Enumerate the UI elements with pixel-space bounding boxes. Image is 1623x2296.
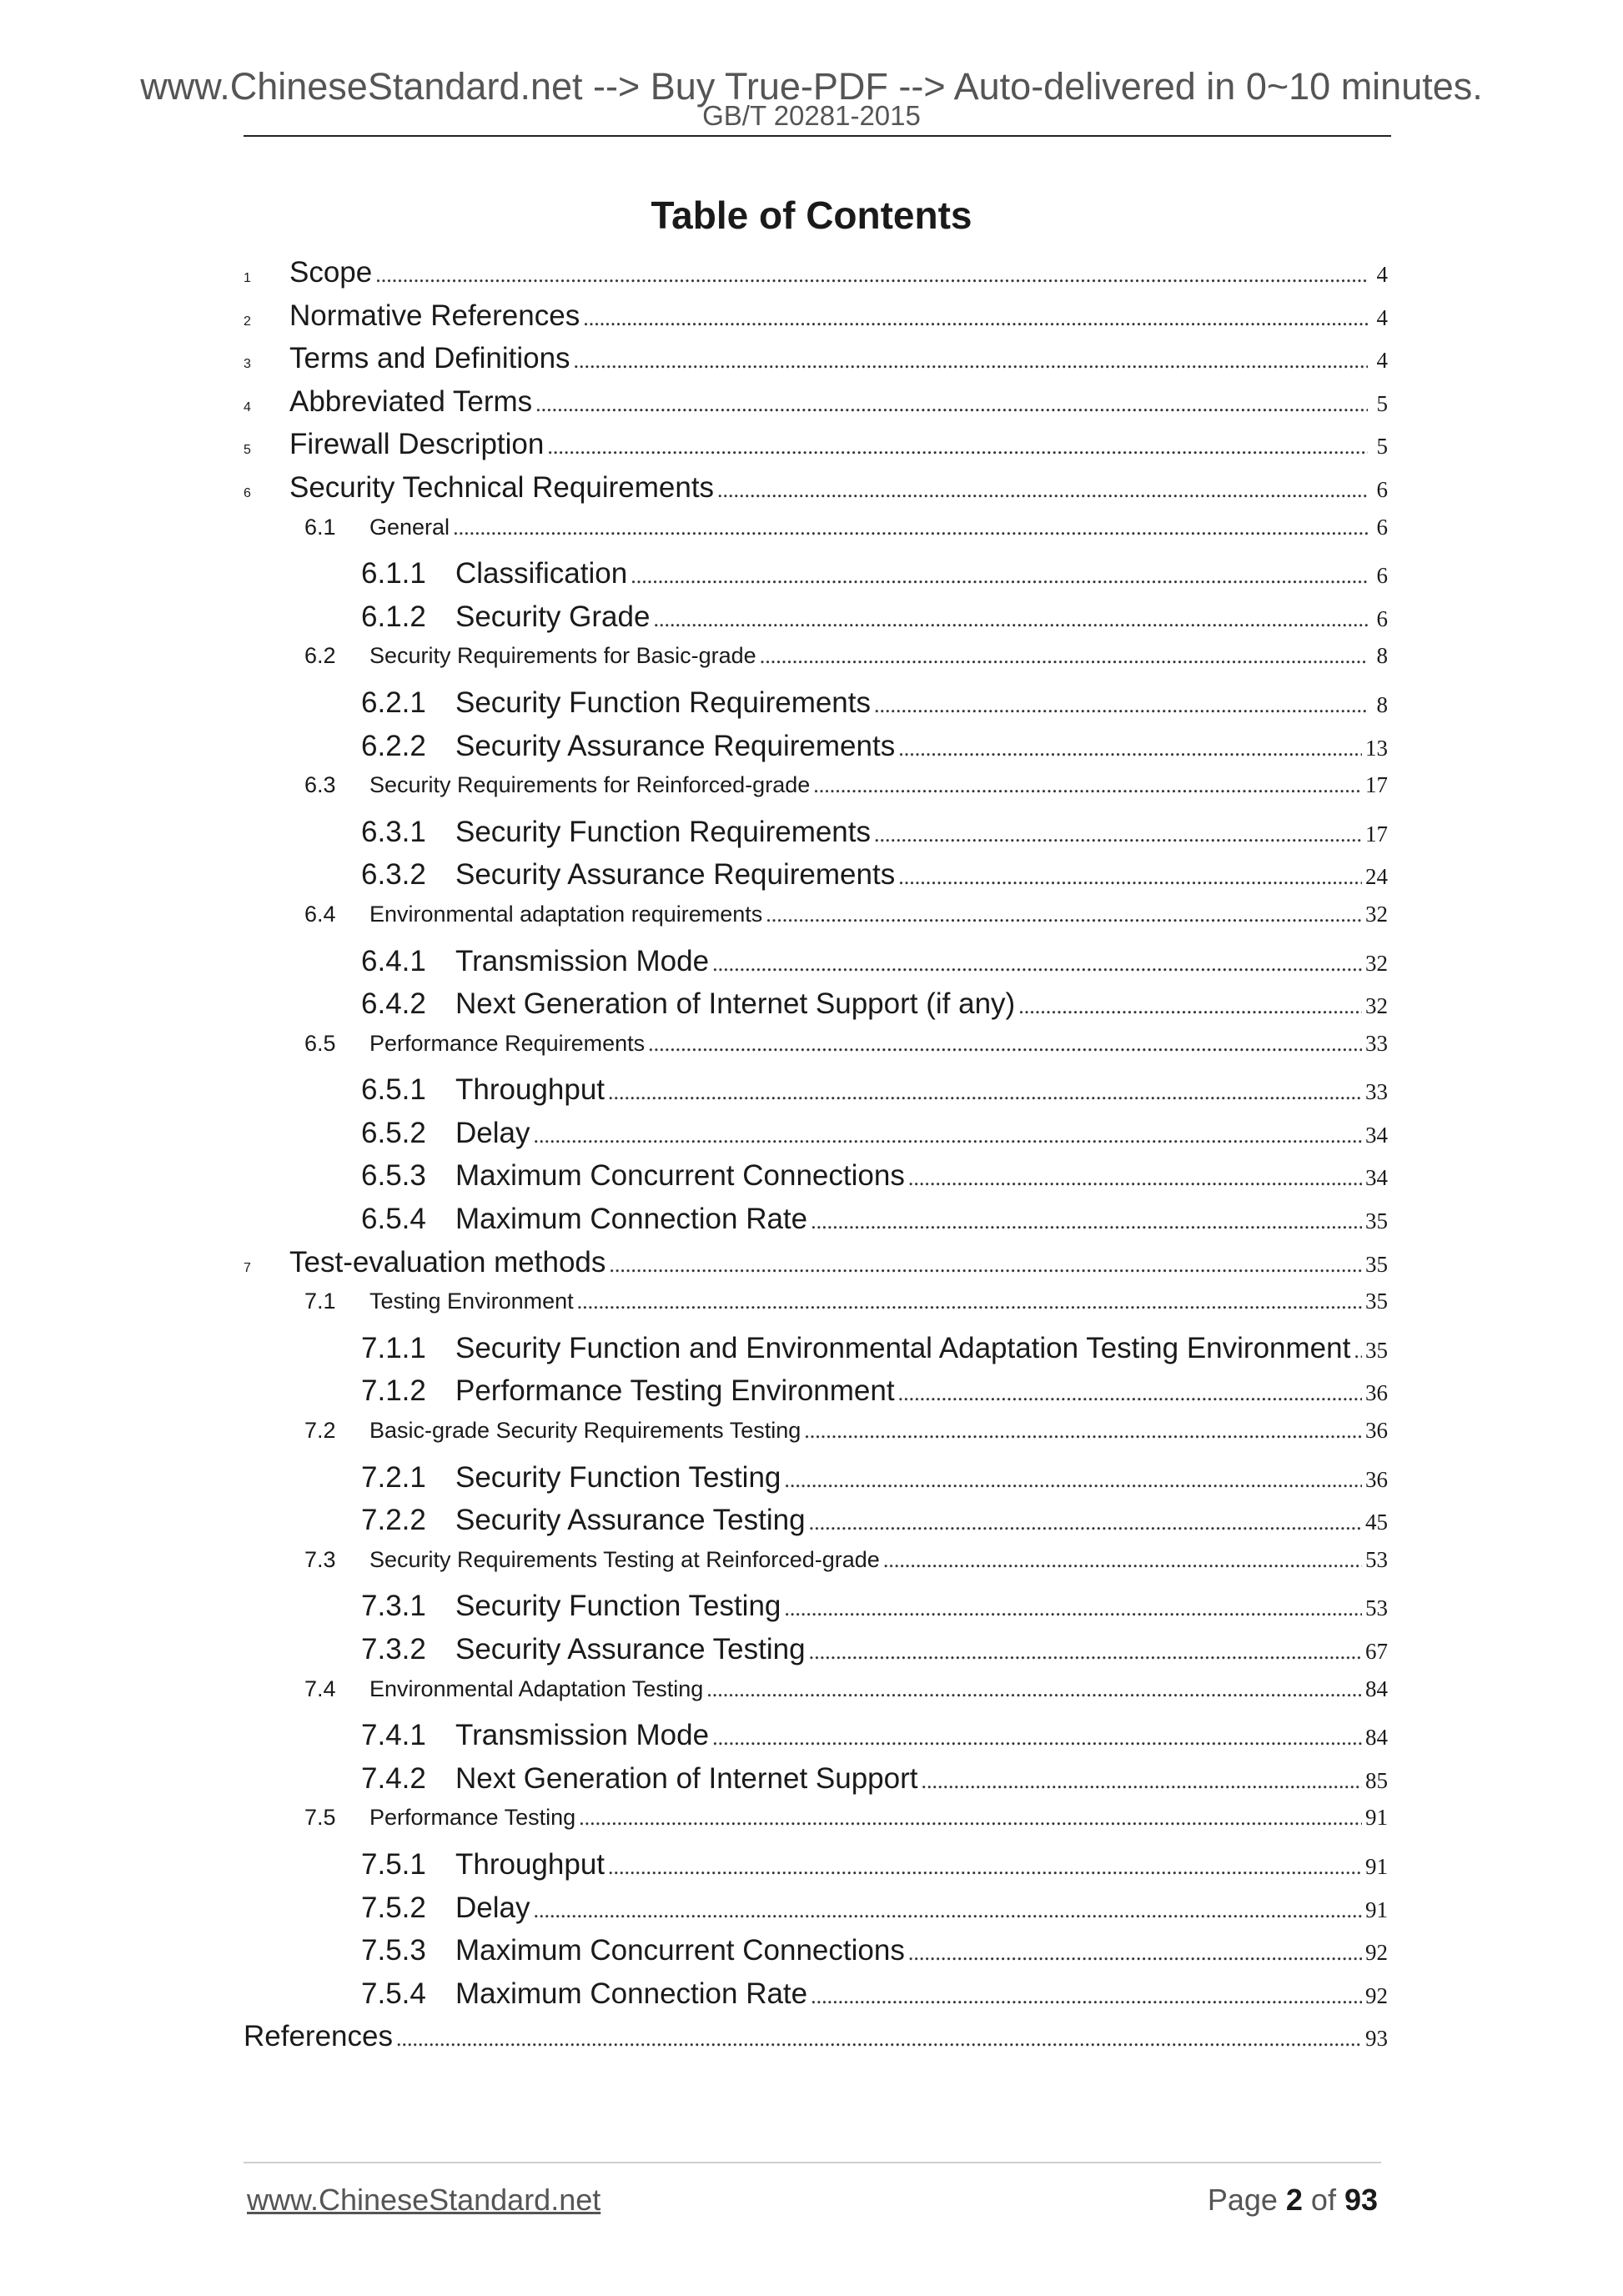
toc-entry-number: 7.3.1: [361, 1590, 426, 1623]
dot-leader: [717, 478, 1368, 503]
toc-entry-label: Test-evaluation methods: [289, 1245, 606, 1279]
dot-leader: [396, 2027, 1362, 2052]
toc-entry[interactable]: [244, 2020, 1388, 2063]
toc-entry-number: 7.4: [304, 1676, 336, 1701]
toc-entry-page: 92: [1365, 1982, 1388, 2008]
dot-leader: [1354, 1339, 1362, 1364]
toc-entry[interactable]: [244, 1934, 1388, 1977]
dot-leader: [784, 1596, 1362, 1621]
dot-leader: [453, 515, 1368, 540]
toc-entry-page: 67: [1365, 1639, 1388, 1664]
dot-leader: [577, 1289, 1362, 1314]
page-total: 93: [1344, 2183, 1378, 2217]
toc-entry-label: General: [369, 514, 450, 540]
toc-entry[interactable]: [244, 1117, 1388, 1160]
dot-leader: [922, 1769, 1363, 1794]
toc-entry-label: Next Generation of Internet Support (if any): [455, 987, 1016, 1021]
toc-entry-label: Normative References: [289, 299, 580, 332]
toc-entry-number: 7.4.2: [361, 1761, 426, 1795]
toc-entry[interactable]: [244, 1418, 1388, 1461]
toc-entry-page: 6: [1376, 476, 1388, 502]
toc-entry-page: 91: [1365, 1897, 1388, 1922]
toc-entry-number: 6.4.1: [361, 944, 426, 977]
dot-leader: [1018, 994, 1362, 1019]
toc-entry[interactable]: [244, 515, 1388, 558]
toc-entry-page: 92: [1365, 1940, 1388, 1966]
toc-entry-number: 6.5: [304, 1030, 336, 1056]
toc-entry-page: 35: [1365, 1289, 1388, 1314]
dot-leader: [804, 1419, 1362, 1444]
toc-entry[interactable]: [244, 471, 1388, 515]
toc-entry-page: 13: [1365, 735, 1388, 761]
toc-entry-label: Security Assurance Testing: [455, 1633, 806, 1665]
toc-entry-number: 7.2: [304, 1418, 336, 1444]
toc-entry[interactable]: [244, 385, 1388, 429]
toc-entry-number: 6.2.1: [361, 686, 426, 719]
toc-entry-number: 7.5.1: [361, 1847, 426, 1881]
toc-entry[interactable]: [244, 1676, 1388, 1720]
toc-entry-label: Delay: [455, 1116, 530, 1149]
toc-entry-number: 3: [244, 357, 251, 372]
toc-entry[interactable]: [244, 987, 1388, 1031]
toc-entry-page: 32: [1365, 993, 1388, 1019]
dot-leader: [766, 902, 1362, 927]
toc-entry-number: 6: [244, 485, 251, 500]
toc-entry-page: 4: [1376, 262, 1388, 287]
toc-entry[interactable]: [244, 772, 1388, 816]
toc-entry-number: 6.1.2: [361, 600, 426, 633]
toc-entry-label: Security Grade: [455, 600, 651, 633]
dot-leader: [809, 1640, 1362, 1665]
toc-entry[interactable]: [244, 902, 1388, 945]
toc-entry[interactable]: [244, 342, 1388, 385]
toc-entry-page: 85: [1365, 1767, 1388, 1793]
toc-entry-number: 7.1.1: [361, 1331, 426, 1364]
dot-leader: [375, 263, 1368, 288]
toc-entry-page: 8: [1376, 691, 1388, 717]
toc-entry[interactable]: [244, 1504, 1388, 1547]
toc-entry-page: 53: [1365, 1546, 1388, 1572]
toc-entry-page: 5: [1376, 434, 1388, 460]
toc-entry-label: Transmission Mode: [455, 1719, 710, 1752]
toc-entry-label: Security Function Testing: [455, 1590, 781, 1623]
toc-entry-label: Performance Testing: [369, 1805, 576, 1831]
toc-entry-page: 91: [1365, 1853, 1388, 1879]
toc-entry-number: 6.3.1: [361, 815, 426, 848]
toc-entry[interactable]: [244, 1547, 1388, 1590]
toc-entry[interactable]: [244, 1073, 1388, 1117]
toc-entry-page: 36: [1365, 1466, 1388, 1492]
toc-entry-page: 5: [1376, 390, 1388, 416]
toc-entry-number: 7.1.2: [361, 1374, 426, 1408]
toc-entry-number: 6.5.1: [361, 1073, 426, 1107]
toc-entry-number: 1: [244, 271, 251, 285]
toc-entry-label: Security Function and Environmental Adaptation Testing Environment: [455, 1331, 1351, 1364]
toc-entry[interactable]: [244, 643, 1388, 686]
toc-entry-label: Security Requirements for Basic-grade: [369, 643, 756, 669]
dot-leader: [608, 1855, 1362, 1880]
toc-entry-label: Scope: [289, 256, 373, 289]
toc-entry-label: Next Generation of Internet Support: [455, 1761, 918, 1795]
toc-entry-page: 35: [1365, 1251, 1388, 1277]
toc-entry-label: Transmission Mode: [455, 944, 710, 977]
toc-entry[interactable]: [244, 1289, 1388, 1332]
toc-entry-page: 6: [1376, 563, 1388, 589]
dot-leader: [898, 736, 1362, 761]
toc-entry-label: Terms and Definitions: [289, 342, 570, 375]
toc-entry-number: 7.5.2: [361, 1891, 426, 1924]
dot-leader: [712, 1726, 1362, 1751]
toc-entry[interactable]: [244, 256, 1388, 299]
toc-entry-number: 4: [244, 399, 251, 414]
toc-entry[interactable]: [244, 858, 1388, 902]
toc-entry-number: 6.1.1: [361, 557, 426, 590]
page-prefix: Page: [1207, 2183, 1286, 2217]
toc-entry-label: Throughput: [455, 1847, 605, 1881]
toc-entry[interactable]: [244, 299, 1388, 343]
toc-entry-label: Security Function Testing: [455, 1460, 781, 1494]
toc-entry-page: 6: [1376, 605, 1388, 631]
toc-entry-number: 7.1: [304, 1289, 336, 1314]
toc-entry-label: Testing Environment: [369, 1289, 574, 1314]
toc-entry-page: 17: [1365, 821, 1388, 847]
dot-leader: [608, 1080, 1362, 1105]
dot-leader: [784, 1468, 1362, 1493]
header-divider: [244, 135, 1391, 137]
dot-leader: [898, 1381, 1362, 1406]
dot-leader: [908, 1941, 1362, 1966]
dot-leader: [874, 693, 1368, 718]
toc-entry-label: Security Function Requirements: [455, 686, 871, 719]
toc-entry-label: Classification: [455, 557, 628, 590]
toc-entry[interactable]: [244, 428, 1388, 471]
dot-leader: [653, 607, 1368, 632]
toc-entry[interactable]: [244, 1590, 1388, 1633]
page-title: Table of Contents: [651, 193, 972, 237]
dot-leader: [706, 1677, 1362, 1702]
toc-entry[interactable]: [244, 557, 1388, 600]
toc-entry-label: Security Requirements Testing at Reinforced-grade: [369, 1546, 880, 1572]
toc-entry[interactable]: [244, 1246, 1388, 1289]
toc-entry[interactable]: [244, 816, 1388, 859]
toc-entry[interactable]: [244, 1892, 1388, 1935]
toc-entry-page: 53: [1365, 1595, 1388, 1621]
toc-entry-page: 32: [1365, 901, 1388, 927]
toc-entry-label: Maximum Concurrent Connections: [455, 1159, 905, 1193]
toc-entry-label: Basic-grade Security Requirements Testing: [369, 1418, 801, 1444]
toc-entry-label: Maximum Connection Rate: [455, 1977, 808, 2010]
toc-entry-page: 91: [1365, 1805, 1388, 1831]
toc-entry[interactable]: [244, 1977, 1388, 2021]
toc-entry-number: 6.3.2: [361, 858, 426, 892]
dot-leader: [809, 1510, 1362, 1535]
toc-entry-page: 36: [1365, 1418, 1388, 1444]
toc-entry-number: 6.1: [304, 514, 336, 540]
toc-entry-number: 6.5.2: [361, 1116, 426, 1149]
toc-entry-label: Security Assurance Requirements: [455, 858, 896, 892]
toc-entry-number: 6.5.3: [361, 1159, 426, 1193]
toc-entry-label: Delay: [455, 1891, 530, 1924]
toc-entry-label: Performance Requirements: [369, 1030, 646, 1056]
toc-entry-number: 7.3: [304, 1546, 336, 1572]
toc-entry-page: 33: [1365, 1030, 1388, 1056]
toc-entry-page: 93: [1365, 2026, 1388, 2052]
toc-entry-label: Security Assurance Requirements: [455, 729, 896, 762]
toc-entry-page: 35: [1365, 1208, 1388, 1234]
dot-leader: [712, 952, 1362, 977]
toc-entry-label: Maximum Concurrent Connections: [455, 1934, 905, 1967]
toc-entry-number: 7.5.4: [361, 1977, 426, 2010]
toc-entry-number: 7.4.1: [361, 1719, 426, 1752]
toc-entry[interactable]: [244, 1719, 1388, 1762]
toc-entry-number: 7: [244, 1260, 251, 1275]
toc-entry-number: 6.2: [304, 643, 336, 669]
dot-leader: [583, 306, 1368, 331]
dot-leader: [811, 1984, 1362, 2009]
toc-entry[interactable]: [244, 945, 1388, 988]
dot-leader: [811, 1209, 1362, 1234]
toc-entry-label: Performance Testing Environment: [455, 1374, 895, 1408]
toc-entry-number: 7.5: [304, 1805, 336, 1831]
dot-leader: [579, 1806, 1362, 1831]
toc-entry[interactable]: [244, 1805, 1388, 1848]
toc-entry[interactable]: [244, 1159, 1388, 1203]
toc-entry-page: 6: [1376, 514, 1388, 540]
dot-leader: [609, 1253, 1362, 1278]
document-id: GB/T 20281-2015: [702, 100, 921, 131]
toc-entry-page: 4: [1376, 304, 1388, 330]
dot-leader: [533, 1123, 1362, 1148]
footer-site-link[interactable]: www.ChineseStandard.net: [247, 2183, 601, 2217]
toc-entry-page: 4: [1376, 348, 1388, 374]
toc-entry-page: 45: [1365, 1510, 1388, 1535]
toc-entry-number: 5: [244, 443, 251, 458]
table-of-contents: [244, 256, 1388, 2063]
dot-leader: [874, 822, 1362, 847]
toc-entry-number: 7.2.1: [361, 1460, 426, 1494]
page-current: 2: [1285, 2183, 1303, 2217]
toc-entry-page: 84: [1365, 1676, 1388, 1701]
toc-entry-label: Environmental Adaptation Testing: [369, 1676, 704, 1701]
dot-leader: [631, 564, 1368, 589]
toc-entry[interactable]: [244, 686, 1388, 730]
toc-entry-page: 33: [1365, 1079, 1388, 1105]
dot-leader: [760, 644, 1368, 669]
toc-entry-label: Throughput: [455, 1073, 605, 1107]
toc-entry[interactable]: [244, 1633, 1388, 1676]
dot-leader: [883, 1548, 1362, 1573]
toc-entry-label: Firewall Description: [289, 428, 545, 461]
footer-divider: [244, 2162, 1381, 2163]
toc-entry[interactable]: [244, 1848, 1388, 1892]
toc-entry[interactable]: [244, 600, 1388, 644]
dot-leader: [535, 392, 1368, 417]
toc-entry[interactable]: [244, 1374, 1388, 1418]
toc-entry-number: 6.4: [304, 901, 336, 927]
toc-entry-page: 84: [1365, 1725, 1388, 1751]
toc-entry-label: Security Assurance Testing: [455, 1504, 806, 1537]
toc-entry-number: 7.5.3: [361, 1934, 426, 1967]
toc-entry-label: References: [244, 2020, 393, 2053]
dot-leader: [898, 865, 1362, 890]
toc-entry-label: Environmental adaptation requirements: [369, 901, 763, 927]
toc-entry-number: 7.2.2: [361, 1504, 426, 1537]
toc-entry-page: 32: [1365, 950, 1388, 976]
toc-entry-page: 8: [1376, 643, 1388, 669]
dot-leader: [533, 1898, 1362, 1923]
toc-entry[interactable]: [244, 1461, 1388, 1505]
toc-entry-page: 36: [1365, 1380, 1388, 1406]
toc-entry[interactable]: [244, 1203, 1388, 1246]
page-of: of: [1302, 2183, 1344, 2217]
page-indicator: [1208, 2182, 1378, 2218]
toc-entry-page: 24: [1365, 864, 1388, 890]
toc-entry-label: Maximum Connection Rate: [455, 1203, 808, 1236]
toc-entry[interactable]: [244, 1762, 1388, 1806]
dot-leader: [813, 773, 1362, 798]
toc-entry-number: 7.3.2: [361, 1633, 426, 1665]
toc-entry-number: 6.2.2: [361, 729, 426, 762]
toc-entry-page: 35: [1365, 1337, 1388, 1363]
toc-entry[interactable]: [244, 1332, 1388, 1375]
dot-leader: [547, 435, 1368, 460]
toc-entry-label: Security Function Requirements: [455, 815, 871, 848]
toc-entry-label: Security Technical Requirements: [289, 470, 715, 504]
dot-leader: [908, 1166, 1362, 1191]
site-banner: www.ChineseStandard.net --> Buy True-PDF --> Auto-delivered in 0~10 minutes.: [140, 65, 1483, 108]
toc-entry-number: 6.4.2: [361, 987, 426, 1021]
toc-entry-number: 2: [244, 314, 251, 329]
toc-entry-number: 6.3: [304, 772, 336, 798]
toc-entry[interactable]: [244, 1031, 1388, 1074]
toc-entry-label: Security Requirements for Reinforced-grade: [369, 772, 811, 798]
dot-leader: [574, 349, 1368, 374]
toc-entry-label: Abbreviated Terms: [289, 384, 533, 418]
toc-entry-page: 34: [1365, 1122, 1388, 1148]
toc-entry-page: 17: [1365, 772, 1388, 798]
dot-leader: [648, 1032, 1362, 1057]
toc-entry-page: 34: [1365, 1165, 1388, 1191]
toc-entry-number: 6.5.4: [361, 1203, 426, 1236]
toc-entry[interactable]: [244, 730, 1388, 773]
